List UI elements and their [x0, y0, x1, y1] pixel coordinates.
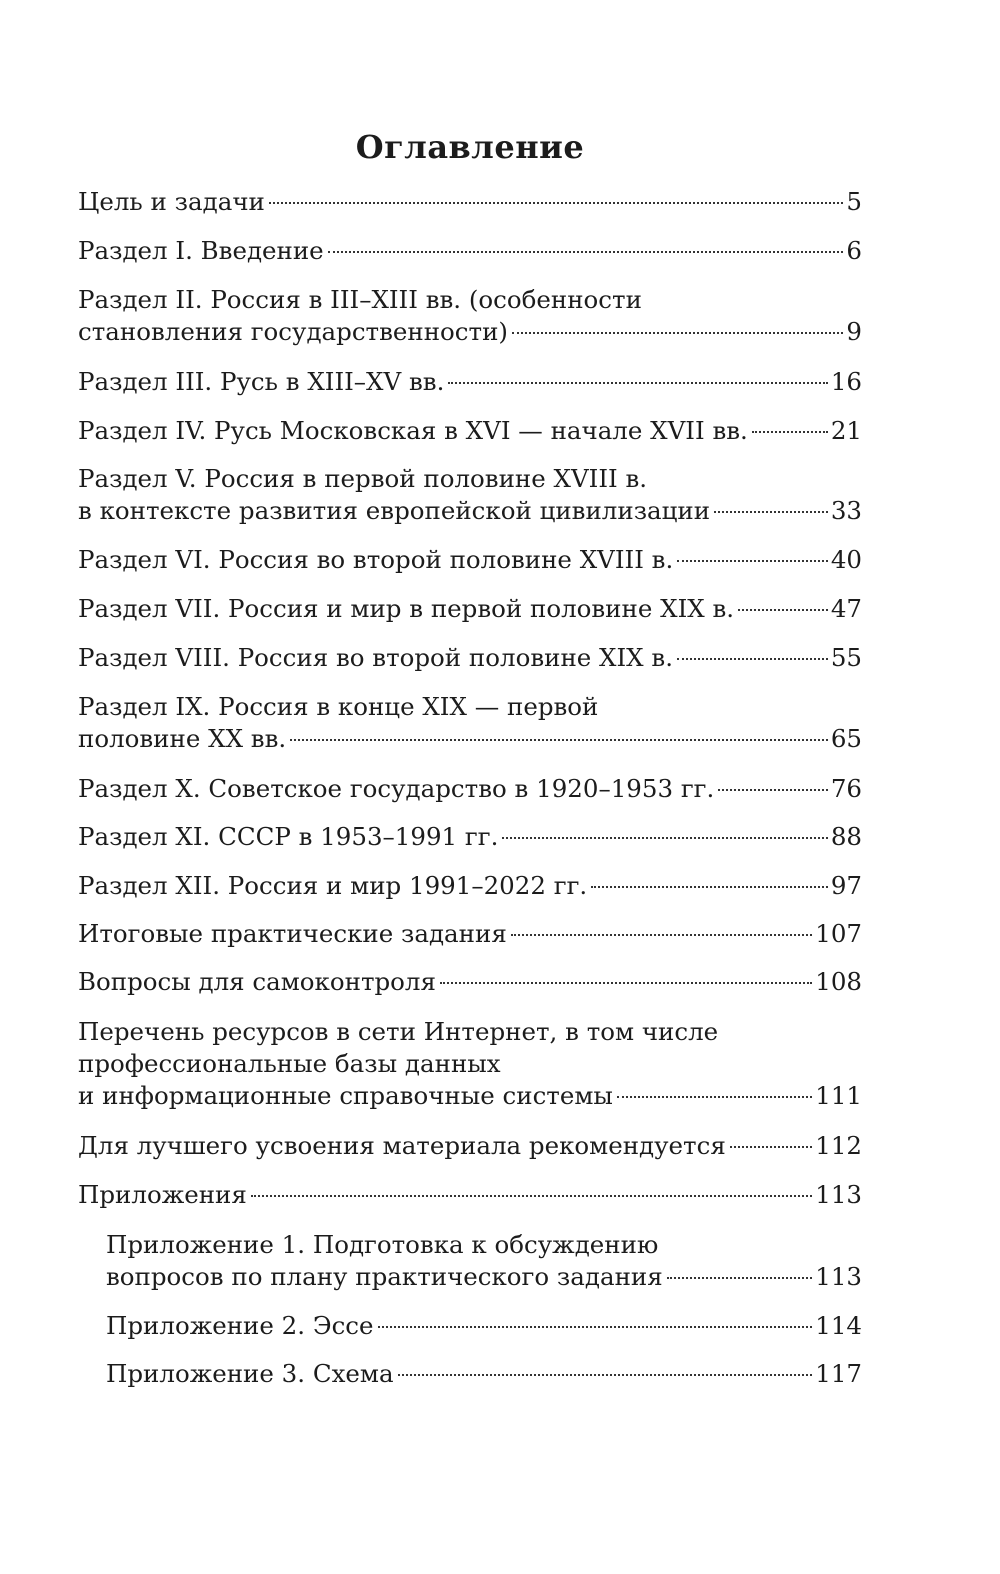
table-of-contents — [78, 0, 862, 1574]
toc-entry-title: и информационные справочные системы — [78, 1081, 613, 1110]
toc-page-number: 55 — [830, 643, 862, 672]
toc-entry-title: Раздел I. Введение — [78, 236, 324, 265]
dot-leader — [677, 658, 828, 660]
toc-entry-appendix-2[interactable] — [106, 1310, 862, 1342]
dot-leader — [269, 202, 844, 204]
toc-entry-title: Раздел XI. СССР в 1953–1991 гг. — [78, 822, 499, 851]
toc-entry-title: Раздел III. Русь в XIII–XV вв. — [78, 367, 445, 396]
dot-leader — [251, 1195, 812, 1197]
toc-entry-title: Итоговые практические задания — [78, 919, 507, 948]
toc-entry-title: Раздел VII. Россия и мир в первой половине XIX в. — [78, 594, 735, 623]
page-title: Оглавление — [355, 128, 585, 166]
dot-leader — [714, 511, 828, 513]
toc-page-number: 21 — [830, 416, 862, 445]
toc-entry-line — [78, 1080, 862, 1112]
toc-page-number: 40 — [830, 545, 862, 574]
toc-entry-line — [106, 1310, 862, 1342]
toc-entry-appendix-3[interactable] — [106, 1358, 862, 1390]
toc-page-number: 47 — [830, 594, 862, 623]
toc-entry-line — [78, 544, 862, 576]
toc-page-number: 33 — [830, 496, 862, 525]
toc-entry-section-1[interactable] — [78, 235, 862, 267]
toc-entry-line — [78, 415, 862, 447]
toc-entry-section-10[interactable] — [78, 773, 862, 805]
toc-entry-section-11[interactable] — [78, 821, 862, 853]
toc-entry-line — [106, 1261, 862, 1293]
toc-page-number: 65 — [830, 724, 862, 753]
toc-page-number: 5 — [846, 187, 862, 216]
dot-leader — [328, 251, 844, 253]
toc-entry-title-line: Перечень ресурсов в сети Интернет, в том числе — [78, 1017, 719, 1046]
toc-entry-line — [78, 642, 862, 674]
dot-leader — [512, 332, 843, 334]
toc-page-number: 6 — [846, 236, 862, 265]
toc-entry-appendices[interactable] — [78, 1179, 862, 1211]
toc-entry-title-line: Приложение 1. Подготовка к обсуждению — [106, 1230, 659, 1259]
dot-leader — [440, 982, 812, 984]
toc-page-number: 117 — [815, 1359, 862, 1388]
toc-entry-self-check[interactable] — [78, 966, 862, 998]
toc-entry-section-9[interactable] — [78, 691, 862, 755]
toc-entry-title-line: Раздел II. Россия в III–XIII вв. (особенности — [78, 285, 642, 314]
dot-leader — [290, 739, 828, 741]
toc-entry-appendix-1[interactable] — [106, 1229, 862, 1293]
dot-leader — [667, 1277, 813, 1279]
dot-leader — [502, 837, 827, 839]
toc-entry-line — [78, 1179, 862, 1211]
toc-entry-section-3[interactable] — [78, 366, 862, 398]
toc-entry-line — [78, 366, 862, 398]
toc-entry-title: половине XX вв. — [78, 724, 287, 753]
toc-entry-section-7[interactable] — [78, 593, 862, 625]
toc-entry-line — [78, 316, 862, 348]
toc-entry-title: Приложения — [78, 1180, 247, 1209]
toc-entry-title: Раздел VIII. Россия во второй половине XIX в. — [78, 643, 673, 672]
toc-entry-section-4[interactable] — [78, 415, 862, 447]
toc-entry-line — [78, 918, 862, 950]
dot-leader — [730, 1146, 812, 1148]
dot-leader — [511, 934, 812, 936]
dot-leader — [738, 609, 828, 611]
toc-page-number: 111 — [815, 1081, 862, 1110]
toc-entry-section-12[interactable] — [78, 870, 862, 902]
toc-page-number: 107 — [815, 919, 862, 948]
toc-entry-line — [78, 966, 862, 998]
toc-page-number: 88 — [830, 822, 862, 851]
toc-entry-title: в контексте развития европейской цивилизации — [78, 496, 711, 525]
toc-entry-section-6[interactable] — [78, 544, 862, 576]
toc-entry-title: становления государственности) — [78, 317, 508, 346]
toc-entry-title: Раздел VI. Россия во второй половине XVIII в. — [78, 545, 674, 574]
dot-leader — [398, 1374, 813, 1376]
dot-leader — [752, 431, 828, 433]
toc-entry-line — [78, 1130, 862, 1162]
dot-leader — [677, 560, 828, 562]
toc-entry-line — [106, 1358, 862, 1390]
toc-entry-title-line: Раздел IX. Россия в конце XIX — первой — [78, 692, 599, 721]
dot-leader — [718, 789, 828, 791]
toc-entry-final-tasks[interactable] — [78, 918, 862, 950]
toc-page-number: 112 — [815, 1131, 862, 1160]
dot-leader — [378, 1326, 813, 1328]
toc-entry-title: Для лучшего усвоения материала рекомендуется — [78, 1131, 726, 1160]
toc-entry-title-line: Раздел V. Россия в первой половине XVIII в. — [78, 464, 648, 493]
toc-entry-section-2[interactable] — [78, 284, 862, 348]
toc-entry-title: Вопросы для самоконтроля — [78, 967, 436, 996]
toc-entry-title: Приложение 2. Эссе — [106, 1311, 374, 1340]
toc-entry-title: Раздел XII. Россия и мир 1991–2022 гг. — [78, 871, 588, 900]
toc-entry-line — [78, 593, 862, 625]
toc-entry-line — [78, 821, 862, 853]
toc-entry-title: Приложение 3. Схема — [106, 1359, 394, 1388]
toc-page-number: 113 — [815, 1180, 862, 1209]
toc-page-number: 76 — [830, 774, 862, 803]
toc-entry-line — [78, 870, 862, 902]
dot-leader — [448, 382, 827, 384]
toc-page-number: 108 — [815, 967, 862, 996]
toc-entry-title: Цель и задачи — [78, 187, 265, 216]
toc-entry-line — [78, 186, 862, 218]
dot-leader — [617, 1096, 812, 1098]
toc-page-number: 113 — [815, 1262, 862, 1291]
toc-page-number: 97 — [830, 871, 862, 900]
dot-leader — [591, 886, 828, 888]
toc-entry-line — [78, 773, 862, 805]
toc-entry-section-8[interactable] — [78, 642, 862, 674]
toc-entry-line — [78, 495, 862, 527]
toc-page-number: 16 — [830, 367, 862, 396]
toc-entry-title-line: профессиональные базы данных — [78, 1049, 501, 1078]
toc-entry-section-5[interactable] — [78, 463, 862, 527]
toc-entry-goals[interactable] — [78, 186, 862, 218]
toc-entry-title: Раздел IV. Русь Московская в XVI — начале XVII вв. — [78, 416, 748, 445]
toc-page-number: 114 — [815, 1311, 862, 1340]
toc-entry-title: вопросов по плану практического задания — [106, 1262, 663, 1291]
toc-entry-recommendations[interactable] — [78, 1130, 862, 1162]
toc-page-number: 9 — [846, 317, 862, 346]
toc-entry-line — [78, 723, 862, 755]
toc-entry-line — [78, 235, 862, 267]
toc-entry-resources[interactable] — [78, 1016, 862, 1112]
toc-entry-title: Раздел X. Советское государство в 1920–1953 гг. — [78, 774, 715, 803]
